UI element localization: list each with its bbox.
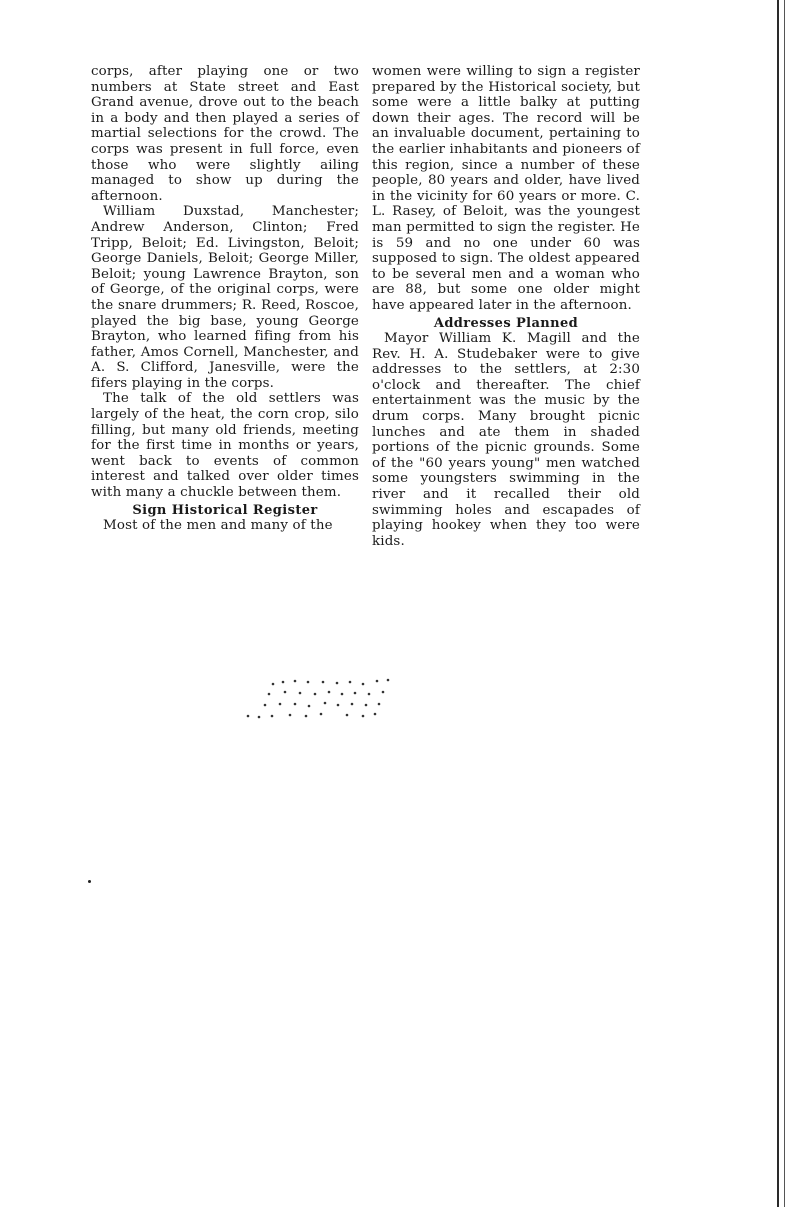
- stray-ink-dot: [88, 880, 91, 883]
- left-paragraph-2: William Duxstad, Manchester; Andrew Anderson, Clinton; Fred Tripp, Beloit; Ed. Livingston, Beloit; George Daniels, Beloit; George Miller, Beloit; young Lawrence Brayton, son of George, of the original corps, were the snare drummers; R. Reed, Roscoe, played the big base, young George Brayton, who learned fifing from his father, Amos Cornell, Manchester, and A. S. Clifford, Janesville, were the fifers playing in the corps.: [91, 204, 359, 391]
- right-paragraph-1: women were willing to sign a register prepared by the Historical society, but some were a little balky at putting down their ages. The record will be an invaluable document, pertaining to the earlier inhabitants and pioneers of this region, since a number of these people, 80 years and older, have lived in the vicinity for 60 years or more. C. L. Rasey, of Beloit, was the youngest man permitted to sign the register. He is 59 and no one under 60 was supposed to sign. The oldest appeared to be several men and a woman who are 88, but some one older might have appeared later in the afternoon.: [372, 64, 640, 313]
- section-heading-addresses-planned: Addresses Planned: [433, 315, 579, 331]
- right-paragraph-2: Mayor William K. Magill and the Rev. H. A. Studebaker were to give addresses to the settlers, at 2:30 o'clock and thereafter. The chief entertainment was the music by the drum corps. Many brought picnic lunches and ate them in shaded portions of the picnic grounds. Some of the "60 years young" men watched some youngsters swimming in the river and it recalled their old swimming holes and escapades of playing hookey when they too were kids.: [372, 331, 640, 549]
- article-left-column: [91, 64, 359, 534]
- left-paragraph-1: corps, after playing one or two numbers at State street and East Grand avenue, drove out to the beach in a body and then played a series of martial selections for the crowd. The corps was present in full force, even those who were slightly ailing managed to show up during the afternoon.: [91, 64, 359, 204]
- perforation-stamp: [245, 676, 395, 724]
- left-paragraph-3: The talk of the old settlers was largely of the heat, the corn crop, silo filling, but many old friends, meeting for the first time in months or years, went back to events of common interest and talked over older times with many a chuckle between them.: [91, 391, 359, 501]
- left-paragraph-4: Most of the men and many of the: [103, 518, 333, 534]
- section-heading-sign-historical-register: Sign Historical Register: [132, 502, 318, 518]
- article-right-column: [372, 64, 640, 549]
- page-edge-shadow: [784, 0, 785, 1207]
- page-edge-line: [777, 0, 779, 1207]
